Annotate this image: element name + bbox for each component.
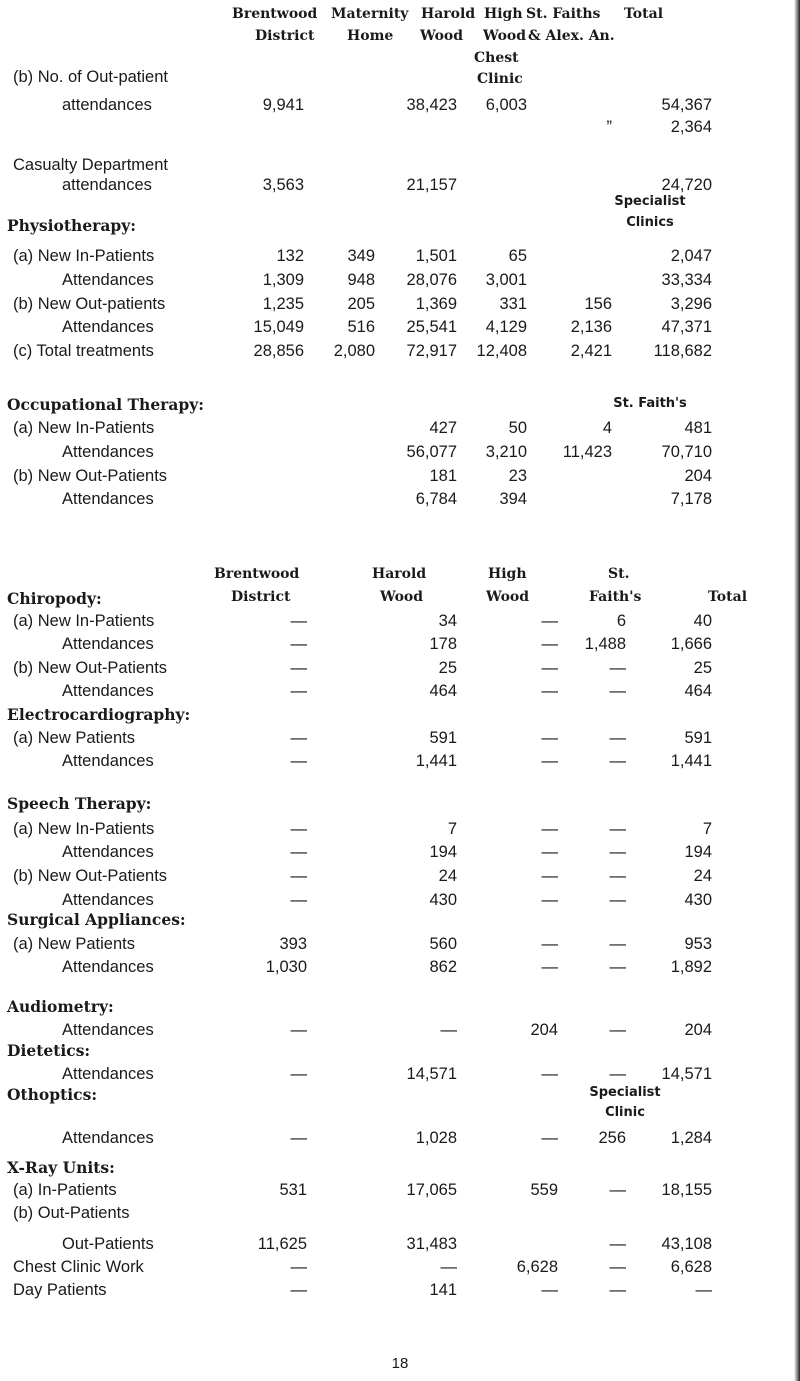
section-out-patient: (b) No. of Out-patient	[13, 68, 168, 86]
table-row	[0, 729, 800, 751]
row-label: Chest Clinic Work	[13, 1258, 144, 1276]
table-cell: 331	[499, 295, 527, 313]
row-label: (b) New Out-patients	[13, 295, 166, 313]
header2-high: High	[488, 566, 527, 582]
table-cell: 2,136	[570, 318, 612, 336]
row-label: Out-Patients	[62, 1235, 154, 1253]
table-cell: 132	[276, 247, 304, 265]
table-cell: —	[609, 659, 626, 677]
table-cell: 28,076	[406, 271, 457, 289]
section-electrocardiography: Electrocardiography:	[7, 705, 191, 724]
row-label: (a) New In-Patients	[13, 612, 155, 630]
table-cell: 531	[279, 1181, 307, 1199]
table-cell: 70,710	[661, 443, 712, 461]
table-cell: 4	[602, 419, 612, 437]
table-cell: 23	[508, 467, 527, 485]
table-cell: —	[290, 729, 307, 747]
table-cell: —	[541, 935, 558, 953]
header-alex-an: & Alex. An.	[528, 28, 615, 44]
table-cell: 181	[429, 467, 457, 485]
table-cell: 3,210	[485, 443, 527, 461]
table-row	[0, 659, 800, 681]
table-cell: —	[541, 635, 558, 653]
header2-wood-1: Wood	[380, 589, 424, 605]
row-label: Attendances	[62, 1021, 154, 1039]
table-cell: —	[290, 752, 307, 770]
table-cell: 12,408	[476, 342, 527, 360]
row-label: Attendances	[62, 958, 154, 976]
row-label: (a) New In-Patients	[13, 820, 155, 838]
table-cell: —	[609, 1065, 626, 1083]
row-label: Attendances	[62, 843, 154, 861]
table-cell: —	[609, 958, 626, 976]
table-row	[0, 682, 800, 704]
row-label: (a) New Patients	[13, 935, 135, 953]
note-st-faiths: St. Faith's	[613, 396, 687, 411]
table-cell: 2,047	[670, 247, 712, 265]
table-cell: 559	[530, 1181, 558, 1199]
table-cell: 25,541	[406, 318, 457, 336]
table-row	[0, 118, 800, 140]
table-row	[0, 820, 800, 842]
table-cell: 15,049	[253, 318, 304, 336]
table-cell: —	[609, 1281, 626, 1299]
table-cell: 1,666	[670, 635, 712, 653]
table-cell: 2,080	[333, 342, 375, 360]
table-cell: —	[541, 659, 558, 677]
note-clinic: Clinic	[605, 1105, 645, 1120]
table-cell: 2,421	[570, 342, 612, 360]
table-cell: 1,309	[262, 271, 304, 289]
table-cell: 9,941	[262, 96, 304, 114]
table-cell: —	[609, 1235, 626, 1253]
table-cell: 6,628	[670, 1258, 712, 1276]
table-cell: 14,571	[406, 1065, 457, 1083]
table-cell: 25	[438, 659, 457, 677]
table-cell: —	[541, 891, 558, 909]
row-label: (b) Out-Patients	[13, 1204, 130, 1222]
table-cell: —	[609, 867, 626, 885]
table-cell: —	[541, 682, 558, 700]
table-cell: 591	[429, 729, 457, 747]
table-cell: 11,625	[257, 1235, 307, 1253]
table-cell: —	[440, 1021, 457, 1039]
table-cell: —	[609, 820, 626, 838]
table-row	[0, 1181, 800, 1203]
table-cell: —	[290, 891, 307, 909]
header-maternity: Maternity	[331, 6, 409, 22]
table-cell: —	[609, 891, 626, 909]
header-wood-2: Wood	[483, 28, 527, 44]
table-cell: 591	[684, 729, 712, 747]
table-cell: ”	[606, 118, 612, 136]
header-high: High	[484, 6, 523, 22]
table-cell: 56,077	[406, 443, 457, 461]
table-cell: 3,001	[485, 271, 527, 289]
header-home: Home	[347, 28, 394, 44]
table-row	[0, 612, 800, 634]
page-number: 18	[391, 1355, 409, 1372]
table-row	[0, 318, 800, 340]
row-label: (b) New Out-Patients	[13, 467, 168, 485]
table-cell: —	[290, 1258, 307, 1276]
table-cell: 4,129	[485, 318, 527, 336]
table-cell: 948	[347, 271, 375, 289]
table-row	[0, 867, 800, 889]
row-label: attendances	[62, 176, 152, 194]
row-label: Attendances	[62, 682, 154, 700]
table-cell: 560	[429, 935, 457, 953]
table-cell: 7	[447, 820, 457, 838]
table-cell: 178	[429, 635, 457, 653]
table-cell: 21,157	[406, 176, 457, 194]
table-cell: —	[541, 729, 558, 747]
row-label: Attendances	[62, 490, 154, 508]
section-othoptics: Othoptics:	[7, 1085, 98, 1104]
table-cell: 205	[347, 295, 375, 313]
header-district: District	[255, 28, 315, 44]
table-cell: 65	[508, 247, 527, 265]
table-cell: 3,563	[262, 176, 304, 194]
table-row	[0, 176, 800, 198]
table-cell: —	[290, 1065, 307, 1083]
header-chest: Chest	[474, 50, 519, 66]
section-chiropody: Chiropody:	[7, 589, 102, 608]
table-row	[0, 247, 800, 269]
header-wood-1: Wood	[420, 28, 464, 44]
table-cell: 18,155	[661, 1181, 712, 1199]
table-cell: 24	[438, 867, 457, 885]
table-cell: 38,423	[406, 96, 457, 114]
table-cell: 464	[684, 682, 712, 700]
table-cell: 6,003	[485, 96, 527, 114]
table-cell: —	[541, 1281, 558, 1299]
table-cell: 430	[684, 891, 712, 909]
section-speech-therapy: Speech Therapy:	[7, 794, 152, 813]
table-cell: —	[541, 1065, 558, 1083]
table-cell: 141	[429, 1281, 457, 1299]
table-cell: —	[541, 612, 558, 630]
table-row	[0, 1065, 800, 1087]
table-cell: —	[290, 612, 307, 630]
table-cell: —	[290, 659, 307, 677]
table-row	[0, 1204, 800, 1226]
table-cell: —	[541, 958, 558, 976]
table-cell: 118,682	[653, 342, 712, 360]
table-cell: 1,235	[262, 295, 304, 313]
table-row	[0, 843, 800, 865]
table-cell: 1,892	[670, 958, 712, 976]
table-cell: 40	[693, 612, 712, 630]
table-cell: 2,364	[670, 118, 712, 136]
table-cell: 54,367	[661, 96, 712, 114]
table-cell: 256	[598, 1129, 626, 1147]
header2-faiths: Faith's	[589, 589, 642, 605]
row-label: (a) In-Patients	[13, 1181, 117, 1199]
table-cell: 1,501	[415, 247, 457, 265]
table-cell: 3,296	[670, 295, 712, 313]
table-cell: 1,028	[415, 1129, 457, 1147]
table-cell: —	[290, 682, 307, 700]
page-edge-shadow	[794, 0, 800, 1381]
table-cell: 349	[347, 247, 375, 265]
header-st-faiths: St. Faiths	[526, 6, 601, 22]
table-cell: 31,483	[406, 1235, 457, 1253]
table-cell: —	[290, 1021, 307, 1039]
table-row	[0, 490, 800, 512]
table-cell: —	[541, 1129, 558, 1147]
table-row	[0, 419, 800, 441]
table-cell: 6	[616, 612, 626, 630]
row-label: Day Patients	[13, 1281, 107, 1299]
table-cell: 17,065	[406, 1181, 457, 1199]
table-cell: 204	[684, 467, 712, 485]
table-cell: 194	[684, 843, 712, 861]
table-cell: 28,856	[253, 342, 304, 360]
table-cell: 43,108	[661, 1235, 712, 1253]
table-row	[0, 342, 800, 364]
row-label: (a) New Patients	[13, 729, 135, 747]
row-label: (b) New Out-Patients	[13, 867, 168, 885]
header-brentwood: Brentwood	[232, 6, 318, 22]
table-cell: 427	[429, 419, 457, 437]
table-row	[0, 958, 800, 980]
table-row	[0, 1235, 800, 1257]
section-x-ray-units: X-Ray Units:	[7, 1158, 115, 1177]
table-cell: 7,178	[670, 490, 712, 508]
row-label: Attendances	[62, 635, 154, 653]
table-row	[0, 295, 800, 317]
table-cell: 430	[429, 891, 457, 909]
header2-st: St.	[608, 566, 630, 582]
table-row	[0, 1258, 800, 1280]
table-cell: 24,720	[661, 176, 712, 194]
table-cell: 1,441	[415, 752, 457, 770]
table-cell: —	[541, 820, 558, 838]
table-cell: 7	[702, 820, 712, 838]
table-row	[0, 935, 800, 957]
row-label: (a) New In-Patients	[13, 247, 155, 265]
table-cell: 33,334	[661, 271, 712, 289]
section-surgical-appliances: Surgical Appliances:	[7, 910, 186, 929]
table-cell: 25	[693, 659, 712, 677]
table-cell: 11,423	[562, 443, 612, 461]
table-cell: —	[541, 867, 558, 885]
table-cell: 1,284	[670, 1129, 712, 1147]
table-cell: —	[541, 752, 558, 770]
table-row	[0, 271, 800, 293]
row-label: Attendances	[62, 752, 154, 770]
header-clinic: Clinic	[477, 71, 523, 87]
table-row	[0, 752, 800, 774]
table-cell: 47,371	[661, 318, 712, 336]
table-cell: 6,784	[415, 490, 457, 508]
table-cell: —	[290, 843, 307, 861]
table-cell: —	[541, 843, 558, 861]
header2-brentwood: Brentwood	[214, 566, 300, 582]
table-cell: 953	[684, 935, 712, 953]
row-label: Attendances	[62, 1129, 154, 1147]
row-label: Attendances	[62, 318, 154, 336]
table-row	[0, 96, 800, 118]
table-cell: —	[290, 867, 307, 885]
header2-total: Total	[708, 589, 748, 605]
table-cell: —	[440, 1258, 457, 1276]
section-casualty: Casualty Department	[13, 156, 168, 174]
table-cell: 14,571	[661, 1065, 712, 1083]
table-cell: 6,628	[516, 1258, 558, 1276]
table-cell: —	[609, 729, 626, 747]
table-cell: 394	[499, 490, 527, 508]
table-cell: —	[609, 1021, 626, 1039]
section-audiometry: Audiometry:	[7, 997, 114, 1016]
note-specialist: Specialist	[614, 194, 686, 209]
table-cell: 862	[429, 958, 457, 976]
table-cell: —	[609, 843, 626, 861]
table-cell: —	[609, 1258, 626, 1276]
note-clinics: Clinics	[626, 215, 674, 230]
row-label: Attendances	[62, 271, 154, 289]
table-cell: —	[609, 1181, 626, 1199]
section-physiotherapy: Physiotherapy:	[7, 216, 136, 235]
row-label: Attendances	[62, 443, 154, 461]
table-cell: 516	[347, 318, 375, 336]
header-harold: Harold	[421, 6, 476, 22]
row-label: (b) New Out-Patients	[13, 659, 168, 677]
table-cell: —	[609, 935, 626, 953]
table-row	[0, 891, 800, 913]
table-row	[0, 1021, 800, 1043]
header-total: Total	[624, 6, 664, 22]
table-cell: 156	[584, 295, 612, 313]
table-cell: 1,441	[670, 752, 712, 770]
table-row	[0, 443, 800, 465]
table-row	[0, 1129, 800, 1151]
row-label: (c) Total treatments	[13, 342, 154, 360]
table-row	[0, 467, 800, 489]
header2-wood-2: Wood	[486, 589, 530, 605]
row-label: attendances	[62, 96, 152, 114]
table-cell: 194	[429, 843, 457, 861]
table-cell: —	[290, 1129, 307, 1147]
header2-harold: Harold	[372, 566, 427, 582]
header2-district: District	[231, 589, 291, 605]
note-specialist-2: Specialist	[589, 1085, 661, 1100]
table-cell: 72,917	[406, 342, 457, 360]
table-cell: —	[609, 752, 626, 770]
section-dietetics: Dietetics:	[7, 1041, 91, 1060]
row-label: Attendances	[62, 1065, 154, 1083]
table-cell: 204	[684, 1021, 712, 1039]
table-cell: 393	[279, 935, 307, 953]
table-cell: 50	[508, 419, 527, 437]
row-label: (a) New In-Patients	[13, 419, 155, 437]
table-row	[0, 1281, 800, 1303]
table-cell: 24	[693, 867, 712, 885]
table-cell: —	[290, 635, 307, 653]
table-cell: 1,030	[265, 958, 307, 976]
table-cell: —	[290, 1281, 307, 1299]
table-cell: —	[695, 1281, 712, 1299]
table-cell: 1,369	[415, 295, 457, 313]
row-label: Attendances	[62, 891, 154, 909]
section-occupational-therapy: Occupational Therapy:	[7, 395, 204, 414]
table-cell: 204	[530, 1021, 558, 1039]
table-cell: 34	[438, 612, 457, 630]
table-row	[0, 635, 800, 657]
table-cell: —	[609, 682, 626, 700]
table-cell: 481	[684, 419, 712, 437]
table-cell: 464	[429, 682, 457, 700]
table-cell: —	[290, 820, 307, 838]
table-cell: 1,488	[584, 635, 626, 653]
